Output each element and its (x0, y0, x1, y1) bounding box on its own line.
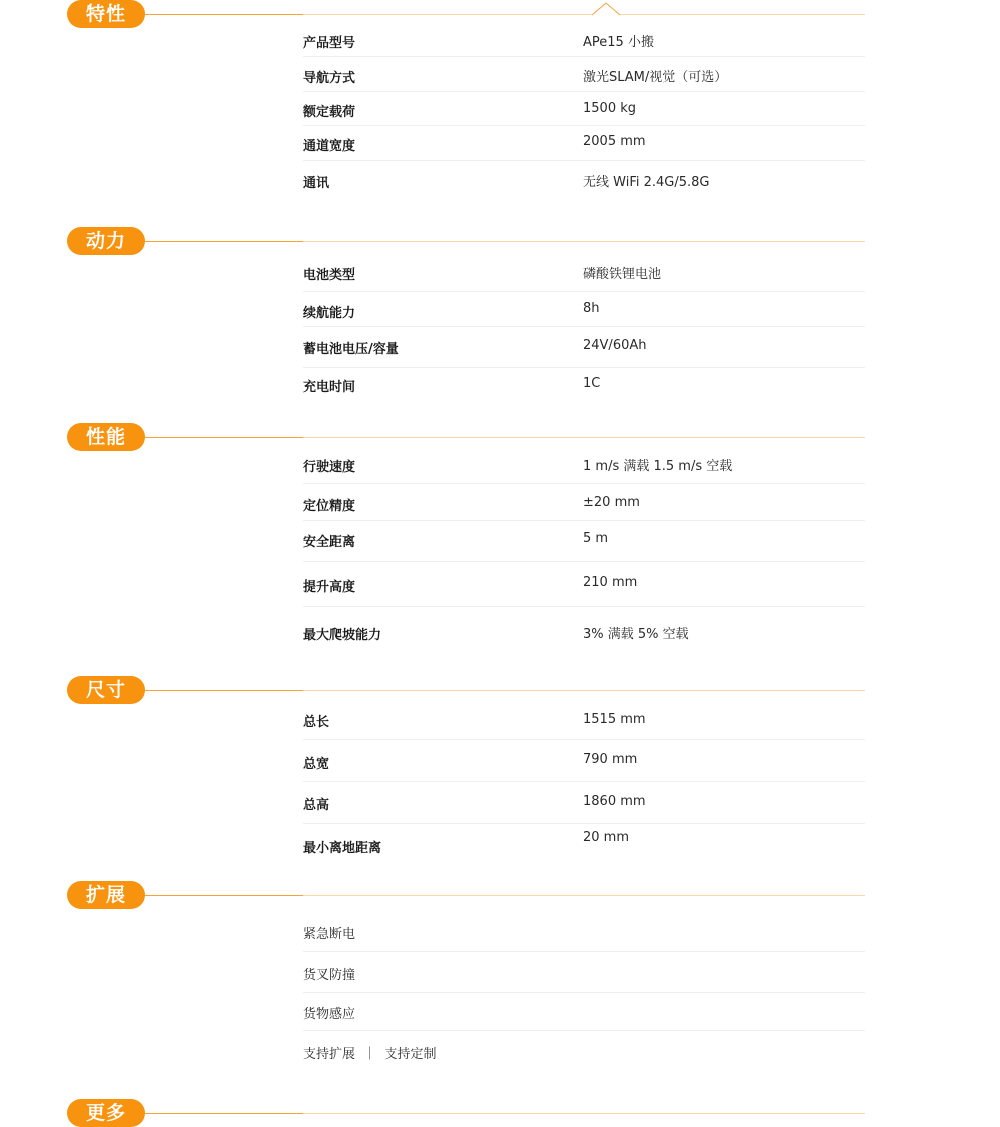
section-divider (145, 895, 303, 896)
section-divider (303, 1113, 865, 1114)
section-divider (145, 14, 303, 15)
spec-row (303, 57, 865, 92)
spec-value: 无线 WiFi 2.4G/5.8G (583, 175, 710, 190)
spec-value: 1860 mm (583, 794, 646, 809)
spec-label: 总长 (303, 715, 330, 730)
section-title-dimensions: 尺寸 (67, 676, 145, 704)
spec-label: 电池类型 (303, 268, 356, 283)
spec-value: 1500 kg (583, 101, 636, 116)
spec-row (303, 484, 865, 521)
caret-up-icon (592, 2, 620, 16)
spec-row (303, 22, 865, 57)
section-divider (145, 1113, 303, 1114)
spec-row (303, 521, 865, 562)
spec-value: 790 mm (583, 752, 638, 767)
spec-value: 3% 满载 5% 空载 (583, 627, 689, 642)
spec-value: 24V/60Ah (583, 338, 647, 353)
spec-value: 1C (583, 376, 601, 391)
spec-row (303, 252, 865, 292)
section-title-more: 更多 (67, 1099, 145, 1127)
spec-value: 2005 mm (583, 134, 646, 149)
section-divider (303, 241, 865, 242)
spec-label: 最大爬坡能力 (303, 628, 382, 643)
spec-label: 续航能力 (303, 306, 356, 321)
extension-label: 紧急断电 (303, 927, 356, 942)
spec-value: 激光SLAM/视觉（可选） (583, 70, 728, 85)
spec-label: 额定载荷 (303, 105, 356, 120)
extension-item (303, 1031, 865, 1071)
section-divider (303, 437, 865, 438)
extension-item (303, 993, 865, 1031)
section-title-power: 动力 (67, 227, 145, 255)
spec-label: 最小离地距离 (303, 841, 382, 856)
extension-label: 货叉防撞 (303, 968, 356, 983)
spec-value: 5 m (583, 531, 609, 546)
spec-row (303, 327, 865, 368)
extension-label: 货物感应 (303, 1007, 356, 1022)
spec-value: 1 m/s 满载 1.5 m/s 空载 (583, 459, 733, 474)
spec-label: 安全距离 (303, 535, 356, 550)
spec-label: 产品型号 (303, 36, 356, 51)
section-title-features: 特性 (67, 0, 145, 28)
spec-value: ±20 mm (583, 495, 640, 510)
spec-row (303, 698, 865, 740)
spec-label: 导航方式 (303, 71, 356, 86)
section-divider (303, 14, 865, 15)
spec-label: 蓄电池电压/容量 (303, 342, 399, 357)
extension-label: 支持扩展 ｜ 支持定制 (303, 1047, 437, 1062)
spec-label: 定位精度 (303, 499, 356, 514)
section-divider (303, 690, 865, 691)
spec-row (303, 562, 865, 607)
section-title-performance: 性能 (67, 423, 145, 451)
spec-value: 20 mm (583, 830, 630, 845)
spec-row (303, 161, 865, 197)
spec-row (303, 782, 865, 824)
section-divider (145, 241, 303, 242)
spec-row (303, 445, 865, 484)
spec-label: 总高 (303, 798, 330, 813)
spec-value: 磷酸铁锂电池 (583, 267, 662, 282)
spec-row (303, 368, 865, 404)
spec-label: 提升高度 (303, 580, 356, 595)
section-divider (145, 690, 303, 691)
extension-item (303, 952, 865, 993)
spec-value: 8h (583, 301, 600, 316)
spec-row (303, 292, 865, 327)
section-divider (303, 895, 865, 896)
spec-value: APe15 小搬 (583, 35, 654, 50)
spec-row (303, 824, 865, 864)
spec-label: 行驶速度 (303, 460, 356, 475)
extension-item (303, 911, 865, 952)
spec-label: 总宽 (303, 757, 330, 772)
section-title-extensions: 扩展 (67, 881, 145, 909)
spec-label: 通讯 (303, 176, 330, 191)
section-divider (145, 437, 303, 438)
spec-label: 充电时间 (303, 380, 356, 395)
spec-value: 1515 mm (583, 712, 646, 727)
spec-value: 210 mm (583, 575, 638, 590)
spec-label: 通道宽度 (303, 139, 356, 154)
spec-row (303, 126, 865, 161)
spec-row (303, 607, 865, 647)
spec-row (303, 92, 865, 126)
spec-row (303, 740, 865, 782)
